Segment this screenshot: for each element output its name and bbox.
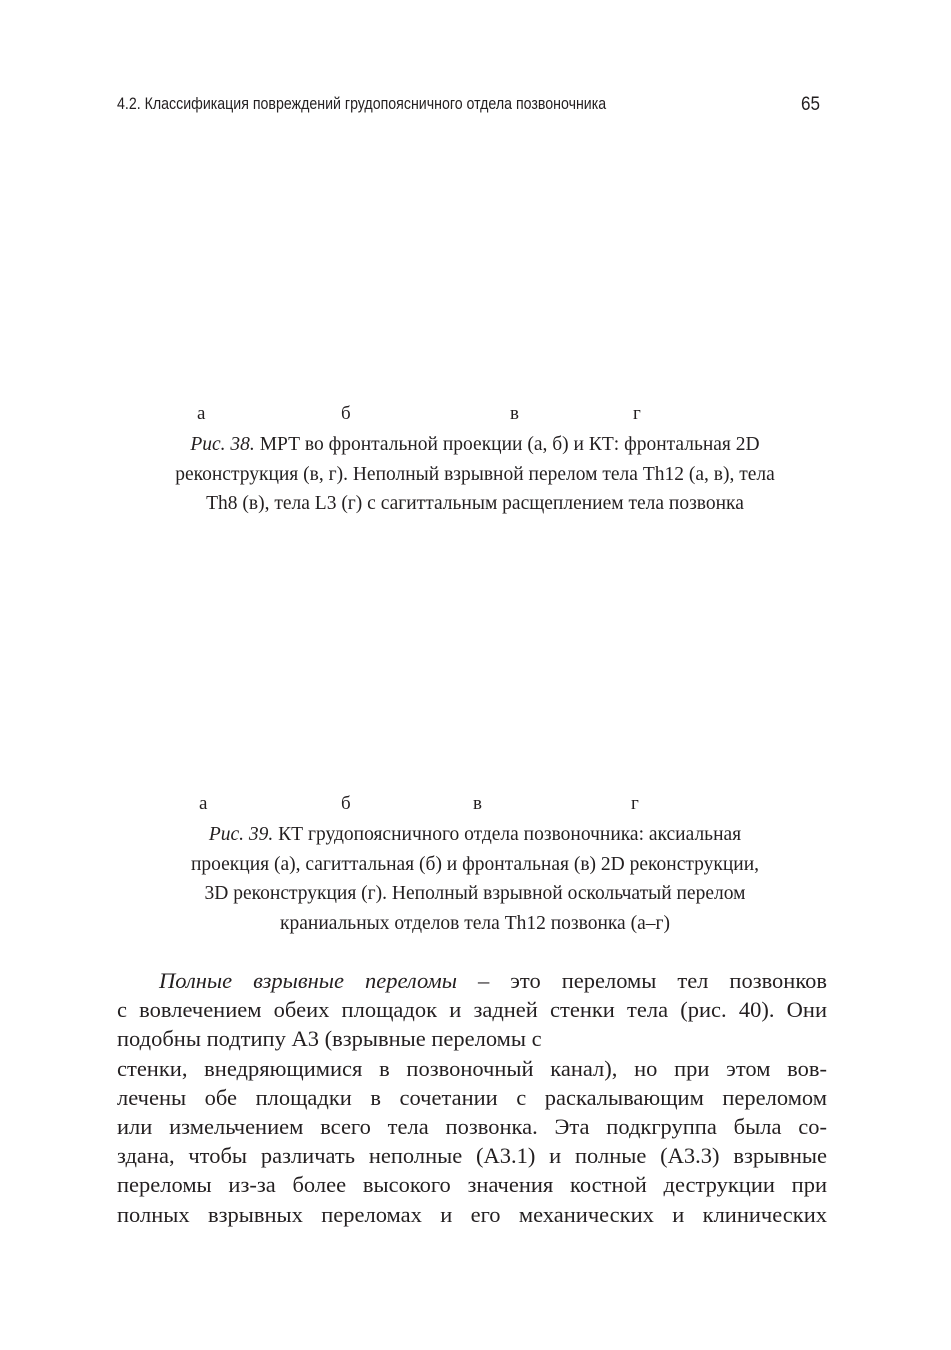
term: Полные взрывные переломы bbox=[159, 968, 458, 993]
figure-39-panel-labels bbox=[0, 793, 951, 817]
paragraph-line: стенки, внедряющимися в позвоночный канал), но при этом вов- bbox=[117, 1055, 827, 1081]
caption-line: реконструкция (в, г). Неполный взрывной перелом тела Th12 (а, в), тела bbox=[175, 463, 775, 485]
running-title: 4.2. Классификация повреждений грудопоясничного отдела позвоночника bbox=[117, 95, 607, 113]
paragraph-line: или измельчением всего тела позвонка. Эта подкгруппа была со- bbox=[117, 1113, 827, 1139]
page-number: 65 bbox=[801, 94, 821, 115]
panel-label-g: г bbox=[633, 403, 641, 424]
figure-39-image-area bbox=[117, 530, 827, 788]
figure-38-panel-labels bbox=[0, 403, 951, 427]
paragraph-line: здана, чтобы различать неполные (А3.1) и полные (А3.3) взрывные bbox=[117, 1143, 827, 1169]
panel-label-v: в bbox=[473, 793, 482, 814]
caption-line: краниальных отделов тела Th12 позвонка (а–г) bbox=[280, 912, 670, 934]
paragraph-line: полных взрывных переломах и его механических и клинических bbox=[117, 1201, 827, 1227]
panel-label-v: в bbox=[510, 403, 519, 424]
panel-label-a: а bbox=[199, 793, 208, 814]
paragraph-line: подобны подтипу А3 (взрывные переломы с bbox=[117, 1026, 542, 1052]
figure-38-image-area bbox=[117, 135, 827, 397]
paragraph-line: лечены обе площадки в сочетании с раскалывающим переломом bbox=[117, 1084, 827, 1110]
panel-label-b: б bbox=[341, 403, 351, 424]
figure-reference: Рис. 38. bbox=[190, 434, 255, 455]
caption-line: проекция (а), сагиттальная (б) и фронтальная (в) 2D реконструкции, bbox=[190, 853, 760, 875]
panel-label-g: г bbox=[631, 793, 639, 814]
paragraph-line: переломы из-за более высокого значения костной деструкции при bbox=[117, 1172, 827, 1198]
caption-line: Рис. 39. КТ грудопоясничного отдела позвоночника: аксиальная bbox=[208, 824, 742, 845]
caption-line: Th8 (в), тела L3 (г) с сагиттальным расщеплением тела позвонка bbox=[206, 493, 744, 514]
panel-label-b: б bbox=[341, 793, 351, 814]
figure-reference: Рис. 39. bbox=[208, 824, 274, 845]
caption-line: Рис. 38. МРТ во фронтальной проекции (а, б) и КТ: фронтальная 2D bbox=[190, 434, 760, 455]
caption-line: 3D реконструкция (г). Неполный взрывной оскольчатый перелом bbox=[204, 883, 746, 904]
paragraph-line: с вовлечением обеих площадок и задней стенки тела (рис. 40). Они bbox=[117, 997, 827, 1023]
figure-39-caption bbox=[100, 820, 850, 938]
figure-38-caption bbox=[100, 430, 850, 519]
paragraph-line: Полные взрывные переломы – это переломы тел позвонков bbox=[159, 968, 828, 993]
body-paragraph bbox=[117, 966, 827, 1229]
panel-label-a: а bbox=[197, 403, 206, 424]
